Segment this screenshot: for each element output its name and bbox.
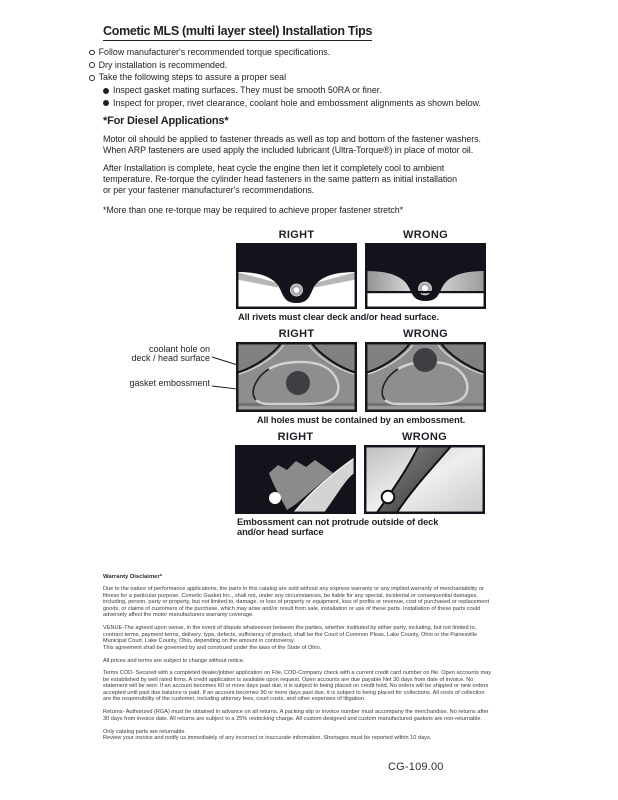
- page-code: CG-109.00: [388, 761, 444, 773]
- tip-text: Take the following steps to assure a proper seal: [98, 72, 287, 83]
- wrong-label: WRONG: [403, 229, 448, 241]
- rivet-right-panel-image: [236, 243, 357, 309]
- coolant-hole-callout: coolant hole on deck / head surface: [131, 344, 210, 364]
- embossment-right-panel-image: [235, 445, 356, 514]
- tip-text: Inspect gasket mating surfaces. They must be smooth 50RA or finer.: [113, 85, 382, 96]
- gasket-embossment-callout: gasket embossment: [129, 378, 210, 388]
- coolant-wrong-panel-image: [365, 342, 486, 412]
- right-label: RIGHT: [277, 431, 314, 443]
- list-item: [89, 46, 514, 59]
- rivet-caption: All rivets must clear deck and/or head surface.: [238, 312, 439, 322]
- circle-bullet-icon: [89, 75, 95, 81]
- dot-bullet-icon: [103, 88, 109, 94]
- embossment-wrong-panel-image: [364, 445, 485, 514]
- wrong-label: WRONG: [402, 431, 447, 443]
- coolant-caption: All holes must be contained by an embossment.: [256, 415, 466, 425]
- diesel-paragraph-2: After Installation is complete, heat cycle the engine then let it completely cool to ambient temperature. Re-torque the cylinder head fasteners in the same pattern as initial installation or per your fastener manufacturer's recommendations.: [103, 163, 457, 195]
- coolant-hole-diagram: [236, 328, 486, 425]
- diesel-section-heading: *For Diesel Applications*: [103, 115, 229, 127]
- tip-text: Follow manufacturer's recommended torque specifications.: [98, 47, 331, 57]
- prices-paragraph: All prices and terms are subject to change without notice.: [103, 657, 245, 664]
- tip-text: Inspect for proper, rivet clearance, coolant hole and embossment alignments as shown below.: [113, 97, 482, 108]
- diagram-panels: [236, 342, 486, 412]
- page-title: [103, 24, 372, 41]
- right-label: RIGHT: [278, 229, 315, 241]
- coolant-right-panel-image: [236, 342, 357, 412]
- list-item: [103, 97, 514, 110]
- diesel-paragraph-1: Motor oil should be applied to fastener threads as well as top and bottom of the fastener washers. When ARP fasteners are used apply the included lubricant (Ultra-Torque®) in place of motor oil.: [103, 134, 481, 155]
- circle-bullet-icon: [89, 50, 95, 56]
- dot-bullet-icon: [103, 100, 109, 106]
- diagram-panels: [235, 445, 485, 514]
- terms-paragraph: Terms COD- Secured with a completed dealer/jobber application on File, COD-Company check with a current credit card number on file. Open accounts may be established by well rated firms. A credit application is available upon request. Open accounts are due payable Net 30 days from date of invoice. No statement will be sent. If an account becomes 60 or more days past due, it is subject to being placed on credit hold. No orders will be shipped or new orders accepted until past due balance is paid. If an account becomes 90 or more days past due, it is subject to being placed for collections. All costs of collection are the responsibility of the customer, including attorney fees, court costs, and other expenses of litigation.: [103, 670, 492, 703]
- retorque-note: *More than one re-torque may be required to achieve proper fastener stretch*: [103, 205, 404, 215]
- tip-text: Dry installation is recommended.: [98, 59, 228, 70]
- warranty-disclaimer-section: [103, 574, 535, 748]
- diagram-labels: [235, 431, 485, 443]
- diagram-labels: [236, 328, 486, 340]
- diagram-labels: [236, 229, 486, 241]
- page-title-text: Cometic MLS (multi layer steel) Installation Tips: [103, 24, 372, 41]
- rivet-wrong-panel-image: [365, 243, 486, 309]
- rivet-diagram: [236, 229, 486, 322]
- catalog-parts-paragraph: Only catalog parts are returnable. Review your invoice and notify us immediately of any incorrect or inaccurate information. Shortages must be reported within 10 days.: [103, 728, 432, 742]
- list-item: [89, 59, 514, 72]
- venue-paragraph: VENUE-The agreed upon venue, in the event of dispute whatsoever between the parties, whether instituted by either party, including, but not limited to, contract terms, payment terms, delivery, type, defects, sufficiency of product, shall be the Court of Common Pleas, Lake County, Ohio or the Painesville Municipal Court, Lake County, Ohio, depending on the amount in controversy. This agreement shall be governed by and construed under the laws of the State of Ohio.: [103, 625, 478, 651]
- list-item: [103, 84, 514, 97]
- embossment-diagram: [235, 431, 485, 537]
- returns-paragraph: Returns- Authorized (RGA) must be obtained in advance on all returns. A packing slip or invoice number must accompany the merchandise. No returns after 30 days from invoice date. All returns are subject to a 25% restocking charge. All custom designed and custom manufactured gaskets are non-returnable.: [103, 709, 489, 722]
- circle-bullet-icon: [89, 62, 95, 68]
- embossment-caption: Embossment can not protrude outside of deck and/or head surface: [237, 517, 439, 537]
- list-item: [89, 71, 514, 84]
- installation-tips-list: [89, 46, 514, 110]
- wrong-label: WRONG: [403, 328, 448, 340]
- diagram-panels: [236, 243, 486, 309]
- right-label: RIGHT: [278, 328, 315, 340]
- warranty-heading: Warranty Disclaimer*: [103, 574, 163, 580]
- warranty-paragraph: Due to the nature of performance applications, the parts in this catalog are sold without any express warranty or any implied warranty of merchantability or fitness for a particular purpose. Cometic Gasket Inc., shall not, under any circumstances, be liable for any special, incidental or consequential damages, including, person, party or property, but not limited to, damage, or loss of property or equipment, loss of profits or revenue, cost of purchased or replacement goods, or claims of customers of the purchase, which may arise and/or result from sale, installation or use of these parts. Installation of these parts could adversely affect the motor manufacturers warranty coverage.: [103, 586, 490, 619]
